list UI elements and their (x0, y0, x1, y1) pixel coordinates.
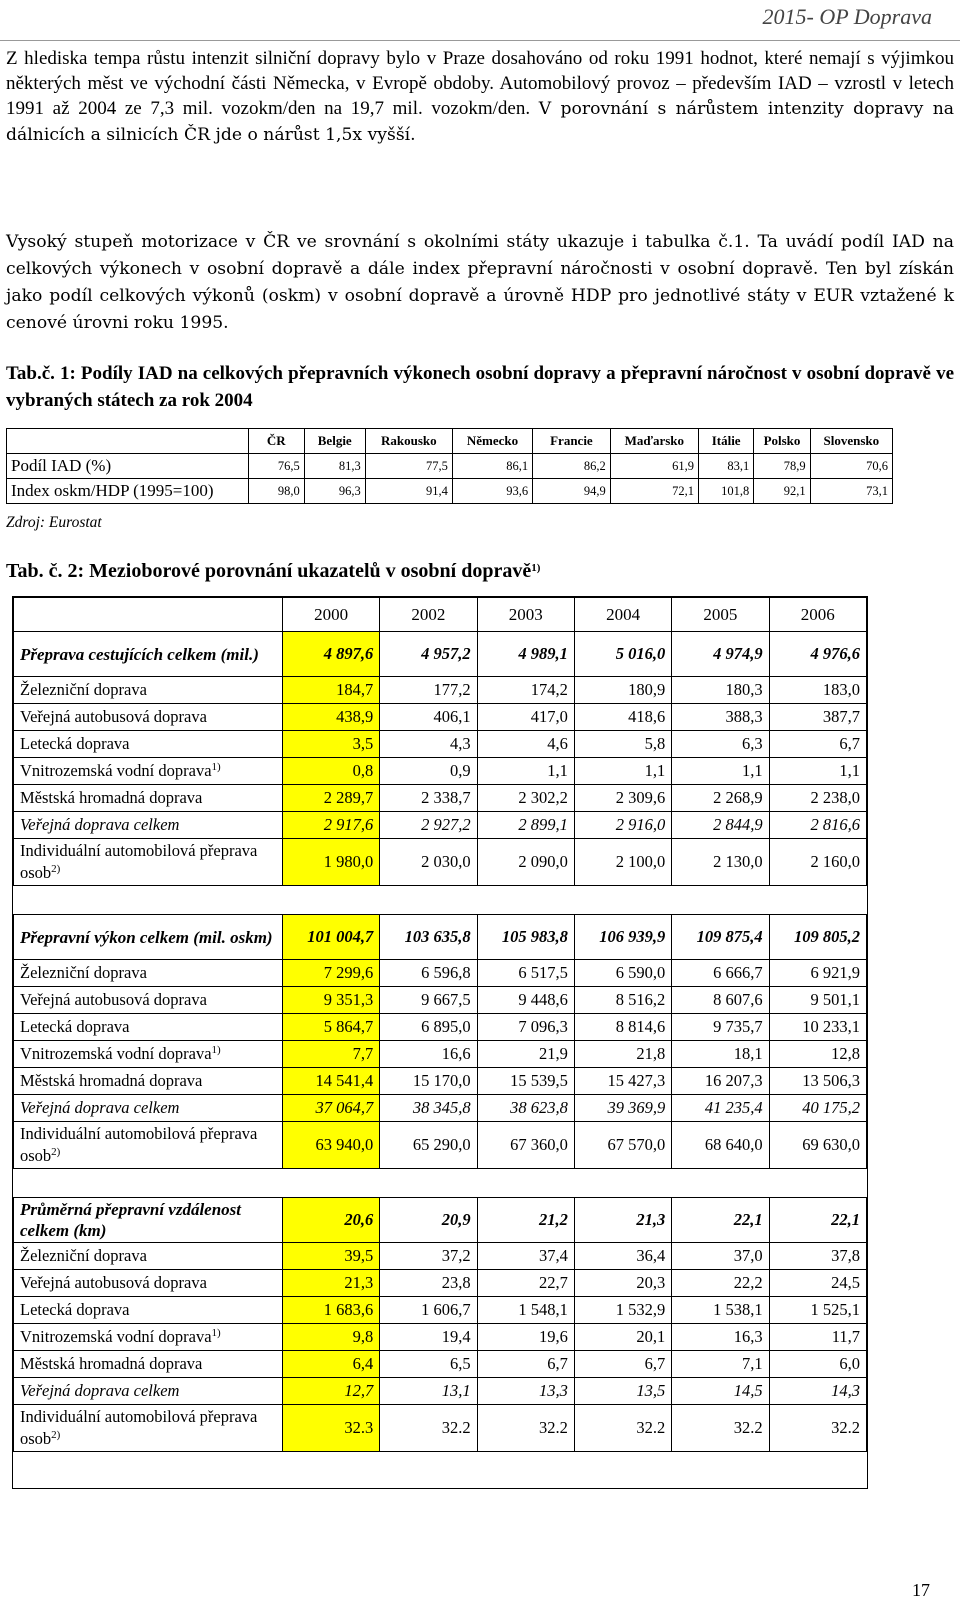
table2-value-cell: 1,1 (477, 758, 574, 785)
table2-value-cell: 18,1 (672, 1041, 769, 1068)
table2-value-cell: 22,2 (672, 1270, 769, 1297)
table2-value-cell: 1,1 (574, 758, 671, 785)
table2-value-cell: 2 917,6 (282, 812, 379, 839)
table2-row-label (14, 704, 283, 731)
table2-value-cell: 38 623,8 (477, 1095, 574, 1122)
table2-value-cell: 16,3 (672, 1324, 769, 1351)
table2-value-cell: 6,7 (574, 1351, 671, 1378)
table2-value-cell: 13,3 (477, 1378, 574, 1405)
table2-row-label (14, 1270, 283, 1297)
table2-row-label (14, 731, 283, 758)
table2-value-cell: 37,2 (380, 1243, 477, 1270)
table2-row-label-text: Železniční doprava (20, 963, 147, 982)
table2-value-cell: 2 844,9 (672, 812, 769, 839)
table2-value-cell: 4,3 (380, 731, 477, 758)
header-rule (0, 40, 960, 41)
table2-year-header: 2003 (477, 598, 574, 632)
table2-value-cell: 2 899,1 (477, 812, 574, 839)
table2-value-cell: 438,9 (282, 704, 379, 731)
table2-row-label-text: Veřejná autobusová doprava (20, 1273, 207, 1292)
table2-value-cell: 38 345,8 (380, 1095, 477, 1122)
table1-country-header: Rakousko (365, 429, 452, 454)
table2-value-cell: 1,1 (769, 758, 866, 785)
table2-value-cell: 40 175,2 (769, 1095, 866, 1122)
table2-row (14, 1041, 867, 1068)
table1-country-header: Maďarsko (610, 429, 698, 454)
table2-section-total-value: 22,1 (769, 1198, 866, 1243)
table2-section-total-value: 101 004,7 (282, 915, 379, 960)
table2-value-cell: 6 517,5 (477, 960, 574, 987)
table2-section-total-row (14, 632, 867, 677)
table2-row-label-text: Vnitrozemská vodní doprava (20, 761, 212, 780)
table2-value-cell: 6,7 (477, 1351, 574, 1378)
document-header: 2015- OP Doprava (762, 4, 932, 29)
table2-value-cell: 9 351,3 (282, 987, 379, 1014)
table2-value-cell: 2 090,0 (477, 839, 574, 886)
table1-country-header: Itálie (698, 429, 753, 454)
table2-value-cell: 9 735,7 (672, 1014, 769, 1041)
table2-value-cell: 15 427,3 (574, 1068, 671, 1095)
table2-value-cell: 174,2 (477, 677, 574, 704)
table2-value-cell: 67 570,0 (574, 1122, 671, 1169)
table2-section-title: Přeprava cestujících celkem (mil.) (14, 632, 283, 677)
table2-value-cell: 39,5 (282, 1243, 379, 1270)
table2-row (14, 960, 867, 987)
table2-value-cell: 2 289,7 (282, 785, 379, 812)
table2-row-label (14, 1351, 283, 1378)
table2-value-cell: 10 233,1 (769, 1014, 866, 1041)
table2-gap-cell (14, 886, 867, 915)
table2-row-label-footnote: 1) (211, 761, 221, 773)
table2-row-label (14, 1405, 283, 1452)
table2-row (14, 1095, 867, 1122)
table2-caption (6, 558, 954, 585)
table2-value-cell: 1,1 (672, 758, 769, 785)
table2-value-cell: 16 207,3 (672, 1068, 769, 1095)
table2-section-title: Průměrná přepravní vzdálenost celkem (km) (14, 1198, 283, 1243)
table2-row (14, 1122, 867, 1169)
table2-value-cell: 183,0 (769, 677, 866, 704)
table2-value-cell: 24,5 (769, 1270, 866, 1297)
table2-value-cell: 1 548,1 (477, 1297, 574, 1324)
table2-value-cell: 11,7 (769, 1324, 866, 1351)
table1-value-cell: 94,9 (533, 479, 611, 504)
table2-value-cell: 7 299,6 (282, 960, 379, 987)
table1-country-header: Francie (533, 429, 611, 454)
table1-value-cell: 72,1 (610, 479, 698, 504)
table2-value-cell: 68 640,0 (672, 1122, 769, 1169)
table2-value-cell: 15 539,5 (477, 1068, 574, 1095)
table2-row-label (14, 1041, 283, 1068)
table2-row (14, 1243, 867, 1270)
table2-value-cell: 21,8 (574, 1041, 671, 1068)
table2-year-header: 2006 (769, 598, 866, 632)
table2-row (14, 704, 867, 731)
table1-value-cell: 61,9 (610, 454, 698, 479)
table2-value-cell: 32.2 (574, 1405, 671, 1452)
table2-value-cell: 387,7 (769, 704, 866, 731)
table2-frame (12, 596, 868, 1489)
table1-value-cell: 86,1 (452, 454, 532, 479)
table2-section-total-value: 21,2 (477, 1198, 574, 1243)
table1-value-cell: 93,6 (452, 479, 532, 504)
table2-value-cell: 2 927,2 (380, 812, 477, 839)
table2-row (14, 1378, 867, 1405)
table1-value-cell: 76,5 (248, 454, 304, 479)
table2-row-label-text: Letecká doprava (20, 1300, 130, 1319)
table2-value-cell: 6 921,9 (769, 960, 866, 987)
table2-row-label (14, 785, 283, 812)
table2-value-cell: 406,1 (380, 704, 477, 731)
table2-value-cell: 9 501,1 (769, 987, 866, 1014)
table2-value-cell: 2 302,2 (477, 785, 574, 812)
table2-value-cell: 20,1 (574, 1324, 671, 1351)
table2-row-label-footnote: 1) (211, 1044, 221, 1056)
table2-row (14, 1297, 867, 1324)
table2-row-label-text: Veřejná doprava celkem (20, 815, 180, 834)
table2-row (14, 1405, 867, 1452)
table1-country-header: Slovensko (810, 429, 892, 454)
table2-value-cell: 1 532,9 (574, 1297, 671, 1324)
table2-year-header: 2004 (574, 598, 671, 632)
table2-row-label-text: Železniční doprava (20, 1246, 147, 1265)
table2-value-cell: 32.3 (282, 1405, 379, 1452)
table2-value-cell: 20,3 (574, 1270, 671, 1297)
table2-value-cell: 8 814,6 (574, 1014, 671, 1041)
table2-value-cell: 16,6 (380, 1041, 477, 1068)
table1-value-cell: 86,2 (533, 454, 611, 479)
table2-row-label (14, 1297, 283, 1324)
table2-row-label (14, 1068, 283, 1095)
table2-value-cell: 6 895,0 (380, 1014, 477, 1041)
table1-value-cell: 91,4 (365, 479, 452, 504)
table2-value-cell: 12,8 (769, 1041, 866, 1068)
table2-value-cell: 15 170,0 (380, 1068, 477, 1095)
paragraph-1 (6, 46, 954, 148)
table2-section-total-value: 4 989,1 (477, 632, 574, 677)
table2-row-label (14, 1324, 283, 1351)
table2-value-cell: 0,8 (282, 758, 379, 785)
table1-header-row (7, 429, 893, 454)
table2-value-cell: 1 683,6 (282, 1297, 379, 1324)
table2-value-cell: 32.2 (769, 1405, 866, 1452)
table2-section-gap (14, 886, 867, 915)
table2-section-total-row (14, 1198, 867, 1243)
table1-row (7, 454, 893, 479)
table2-value-cell: 36,4 (574, 1243, 671, 1270)
table2-corner-cell (14, 598, 283, 632)
table2-section-total-value: 5 016,0 (574, 632, 671, 677)
table2-value-cell: 21,9 (477, 1041, 574, 1068)
table1-country-header: Belgie (304, 429, 365, 454)
table2-section-total-value: 4 957,2 (380, 632, 477, 677)
table2-value-cell: 39 369,9 (574, 1095, 671, 1122)
table2-row-label (14, 1122, 283, 1169)
table2-value-cell: 6,3 (672, 731, 769, 758)
table2-row-label-text: Veřejná doprava celkem (20, 1098, 180, 1117)
table1-value-cell: 73,1 (810, 479, 892, 504)
table2-value-cell: 2 338,7 (380, 785, 477, 812)
table2-value-cell: 19,4 (380, 1324, 477, 1351)
table2-row (14, 987, 867, 1014)
table2-row-label-text: Veřejná doprava celkem (20, 1381, 180, 1400)
table2-row-label-text: Veřejná autobusová doprava (20, 990, 207, 1009)
table2-row (14, 677, 867, 704)
table2-year-row (14, 598, 867, 632)
table2-value-cell: 9 448,6 (477, 987, 574, 1014)
table2-value-cell: 6,5 (380, 1351, 477, 1378)
table1-row (7, 479, 893, 504)
table2-row-label (14, 1014, 283, 1041)
table2-value-cell: 9,8 (282, 1324, 379, 1351)
table2-row-label-text: Individuální automobilová přeprava osob (20, 1407, 258, 1448)
table2-row-label-footnote: 1) (211, 1327, 221, 1339)
table2-value-cell: 177,2 (380, 677, 477, 704)
table2-section-total-value: 20,6 (282, 1198, 379, 1243)
table2-row-label (14, 758, 283, 785)
table2-row-label-text: Letecká doprava (20, 1017, 130, 1036)
table2-value-cell: 65 290,0 (380, 1122, 477, 1169)
table2-value-cell: 7,7 (282, 1041, 379, 1068)
table2-value-cell: 67 360,0 (477, 1122, 574, 1169)
table1-value-cell: 83,1 (698, 454, 753, 479)
table2-year-header: 2000 (282, 598, 379, 632)
table1-country-header: Polsko (754, 429, 810, 454)
table2-value-cell: 8 607,6 (672, 987, 769, 1014)
table2-value-cell: 19,6 (477, 1324, 574, 1351)
table2 (13, 597, 867, 1452)
table2-value-cell: 5,8 (574, 731, 671, 758)
table2-row (14, 1270, 867, 1297)
table1-corner-cell (7, 429, 249, 454)
table2-value-cell: 8 516,2 (574, 987, 671, 1014)
table2-row-label (14, 677, 283, 704)
table2-value-cell: 4,6 (477, 731, 574, 758)
paragraph-1-text-a: Z hlediska tempa růstu intenzit silniční dopravy bylo v Praze dosahováno od roku 1991 hodnot, které nemají s výjimkou některých měst ve východní části Německa, v Evropě obdoby. Automobilový provoz – především IAD – vzrostl v letech 1991 až 2004 ze 7,3 mil. vozokm/den na 19,7 mil. vozokm/den. (6, 48, 954, 119)
table1-value-cell: 81,3 (304, 454, 365, 479)
table1-value-cell: 98,0 (248, 479, 304, 504)
table2-row-label-footnote: 2) (51, 1429, 61, 1441)
table2-value-cell: 2 130,0 (672, 839, 769, 886)
table1-country-header: Německo (452, 429, 532, 454)
table2-value-cell: 63 940,0 (282, 1122, 379, 1169)
table2-value-cell: 6,7 (769, 731, 866, 758)
table2-value-cell: 22,7 (477, 1270, 574, 1297)
table2-value-cell: 37 064,7 (282, 1095, 379, 1122)
table2-value-cell: 180,3 (672, 677, 769, 704)
table2-value-cell: 13 506,3 (769, 1068, 866, 1095)
table2-row-label (14, 839, 283, 886)
table2-row (14, 1351, 867, 1378)
table1-value-cell: 92,1 (754, 479, 810, 504)
table2-row-label (14, 987, 283, 1014)
table2-section-total-value: 4 974,9 (672, 632, 769, 677)
table2-section-total-value: 20,9 (380, 1198, 477, 1243)
table2-row-label-footnote: 2) (51, 1146, 61, 1158)
table2-value-cell: 37,4 (477, 1243, 574, 1270)
table2-row-label (14, 1378, 283, 1405)
table1-source: Zdroj: Eurostat (6, 514, 102, 531)
table2-row (14, 1014, 867, 1041)
page-number: 17 (912, 1580, 930, 1600)
table2-row-label-text: Městská hromadná doprava (20, 1071, 203, 1090)
table2-value-cell: 2 030,0 (380, 839, 477, 886)
table2-value-cell: 0,9 (380, 758, 477, 785)
table2-value-cell: 9 667,5 (380, 987, 477, 1014)
table2-row-label-text: Vnitrozemská vodní doprava (20, 1044, 212, 1063)
table2-value-cell: 5 864,7 (282, 1014, 379, 1041)
table1-value-cell: 96,3 (304, 479, 365, 504)
table2-gap-cell (14, 1169, 867, 1198)
table1-value-cell: 101,8 (698, 479, 753, 504)
table2-year-header: 2002 (380, 598, 477, 632)
table2-value-cell: 1 525,1 (769, 1297, 866, 1324)
table2-row-label-text: Individuální automobilová přeprava osob (20, 841, 258, 882)
table2-value-cell: 3,5 (282, 731, 379, 758)
table2-value-cell: 13,1 (380, 1378, 477, 1405)
table2-value-cell: 418,6 (574, 704, 671, 731)
table2-value-cell: 6,4 (282, 1351, 379, 1378)
table2-value-cell: 417,0 (477, 704, 574, 731)
table2-value-cell: 2 100,0 (574, 839, 671, 886)
table2-row (14, 758, 867, 785)
table2-value-cell: 7,1 (672, 1351, 769, 1378)
table2-row-label-text: Městská hromadná doprava (20, 788, 203, 807)
table2-row (14, 812, 867, 839)
table1-caption: Tab.č. 1: Podíly IAD na celkových přepravních výkonech osobní dopravy a přepravní náročnost v osobní dopravě ve vybraných státech za rok 2004 (6, 363, 954, 411)
table2-section-total-value: 109 805,2 (769, 915, 866, 960)
table2-row-label-text: Individuální automobilová přeprava osob (20, 1124, 258, 1165)
table1-row-label: Index oskm/HDP (1995=100) (7, 479, 249, 504)
table2-value-cell: 2 238,0 (769, 785, 866, 812)
table2-row (14, 731, 867, 758)
table2-section-total-value: 103 635,8 (380, 915, 477, 960)
table2-section-gap (14, 1169, 867, 1198)
table2-value-cell: 37,8 (769, 1243, 866, 1270)
table2-value-cell: 41 235,4 (672, 1095, 769, 1122)
table2-row-label (14, 812, 283, 839)
table2-row (14, 785, 867, 812)
paragraph-2: Vysoký stupeň motorizace v ČR ve srovnání s okolními státy ukazuje i tabulka č.1. Ta uvádí podíl IAD na celkových výkonech v osobní dopravě a dále index přepravní náročnosti v osobní dopravě. Ten byl získán jako podíl celkových výkonů (oskm) v osobní dopravě a úrovně HDP pro jednotlivé státy v EUR vztažené k cenové úrovni roku 1995. (6, 232, 954, 333)
table2-value-cell: 180,9 (574, 677, 671, 704)
table2-section-total-value: 106 939,9 (574, 915, 671, 960)
table2-value-cell: 2 268,9 (672, 785, 769, 812)
table2-year-header: 2005 (672, 598, 769, 632)
table2-value-cell: 13,5 (574, 1378, 671, 1405)
table2-section-total-value: 105 983,8 (477, 915, 574, 960)
table1-country-header: ČR (248, 429, 304, 454)
table2-row-label (14, 1243, 283, 1270)
table2-value-cell: 2 916,0 (574, 812, 671, 839)
table2-section-total-value: 4 897,6 (282, 632, 379, 677)
table2-row-label (14, 960, 283, 987)
table2-row-label-text: Vnitrozemská vodní doprava (20, 1327, 212, 1346)
table2-value-cell: 6,0 (769, 1351, 866, 1378)
table1-value-cell: 77,5 (365, 454, 452, 479)
table2-section-title: Přepravní výkon celkem (mil. oskm) (14, 915, 283, 960)
table2-value-cell: 14,3 (769, 1378, 866, 1405)
table2-section-total-value: 21,3 (574, 1198, 671, 1243)
table2-value-cell: 1 538,1 (672, 1297, 769, 1324)
table2-row-label-text: Letecká doprava (20, 734, 130, 753)
table2-row (14, 1324, 867, 1351)
table2-value-cell: 12,7 (282, 1378, 379, 1405)
table2-section-total-value: 109 875,4 (672, 915, 769, 960)
table2-value-cell: 69 630,0 (769, 1122, 866, 1169)
table2-section-total-row (14, 915, 867, 960)
table2-value-cell: 32.2 (672, 1405, 769, 1452)
table2-value-cell: 6 590,0 (574, 960, 671, 987)
table2-section-total-value: 4 976,6 (769, 632, 866, 677)
table2-value-cell: 2 160,0 (769, 839, 866, 886)
table1-value-cell: 78,9 (754, 454, 810, 479)
table2-value-cell: 2 816,6 (769, 812, 866, 839)
table2-value-cell: 388,3 (672, 704, 769, 731)
table2-value-cell: 37,0 (672, 1243, 769, 1270)
table2-value-cell: 32.2 (477, 1405, 574, 1452)
table2-row-label (14, 1095, 283, 1122)
table2-row (14, 839, 867, 886)
table2-row-label-footnote: 2) (51, 863, 61, 875)
table2-section-total-value: 22,1 (672, 1198, 769, 1243)
table1-row-label: Podíl IAD (%) (7, 454, 249, 479)
table2-row-label-text: Veřejná autobusová doprava (20, 707, 207, 726)
table2-value-cell: 23,8 (380, 1270, 477, 1297)
table1-value-cell: 70,6 (810, 454, 892, 479)
table2-value-cell: 7 096,3 (477, 1014, 574, 1041)
table2-row (14, 1068, 867, 1095)
table2-row-label-text: Železniční doprava (20, 680, 147, 699)
table1 (6, 428, 893, 504)
table2-value-cell: 32.2 (380, 1405, 477, 1452)
table2-value-cell: 14 541,4 (282, 1068, 379, 1095)
table2-value-cell: 14,5 (672, 1378, 769, 1405)
table2-caption-sup: 1) (531, 562, 541, 574)
table2-row-label-text: Městská hromadná doprava (20, 1354, 203, 1373)
table2-caption-text: Tab. č. 2: Mezioborové porovnání ukazatelů v osobní dopravě (6, 560, 532, 582)
table2-value-cell: 1 606,7 (380, 1297, 477, 1324)
table2-value-cell: 6 596,8 (380, 960, 477, 987)
table2-value-cell: 6 666,7 (672, 960, 769, 987)
table2-value-cell: 184,7 (282, 677, 379, 704)
table2-value-cell: 2 309,6 (574, 785, 671, 812)
table2-value-cell: 21,3 (282, 1270, 379, 1297)
table2-value-cell: 1 980,0 (282, 839, 379, 886)
paragraph-1-text-b: V porovnání s nárůstem intenzity dopravy na dálnicích a silnicích ČR jde o nárůst 1,5x vyšší. (6, 99, 955, 145)
